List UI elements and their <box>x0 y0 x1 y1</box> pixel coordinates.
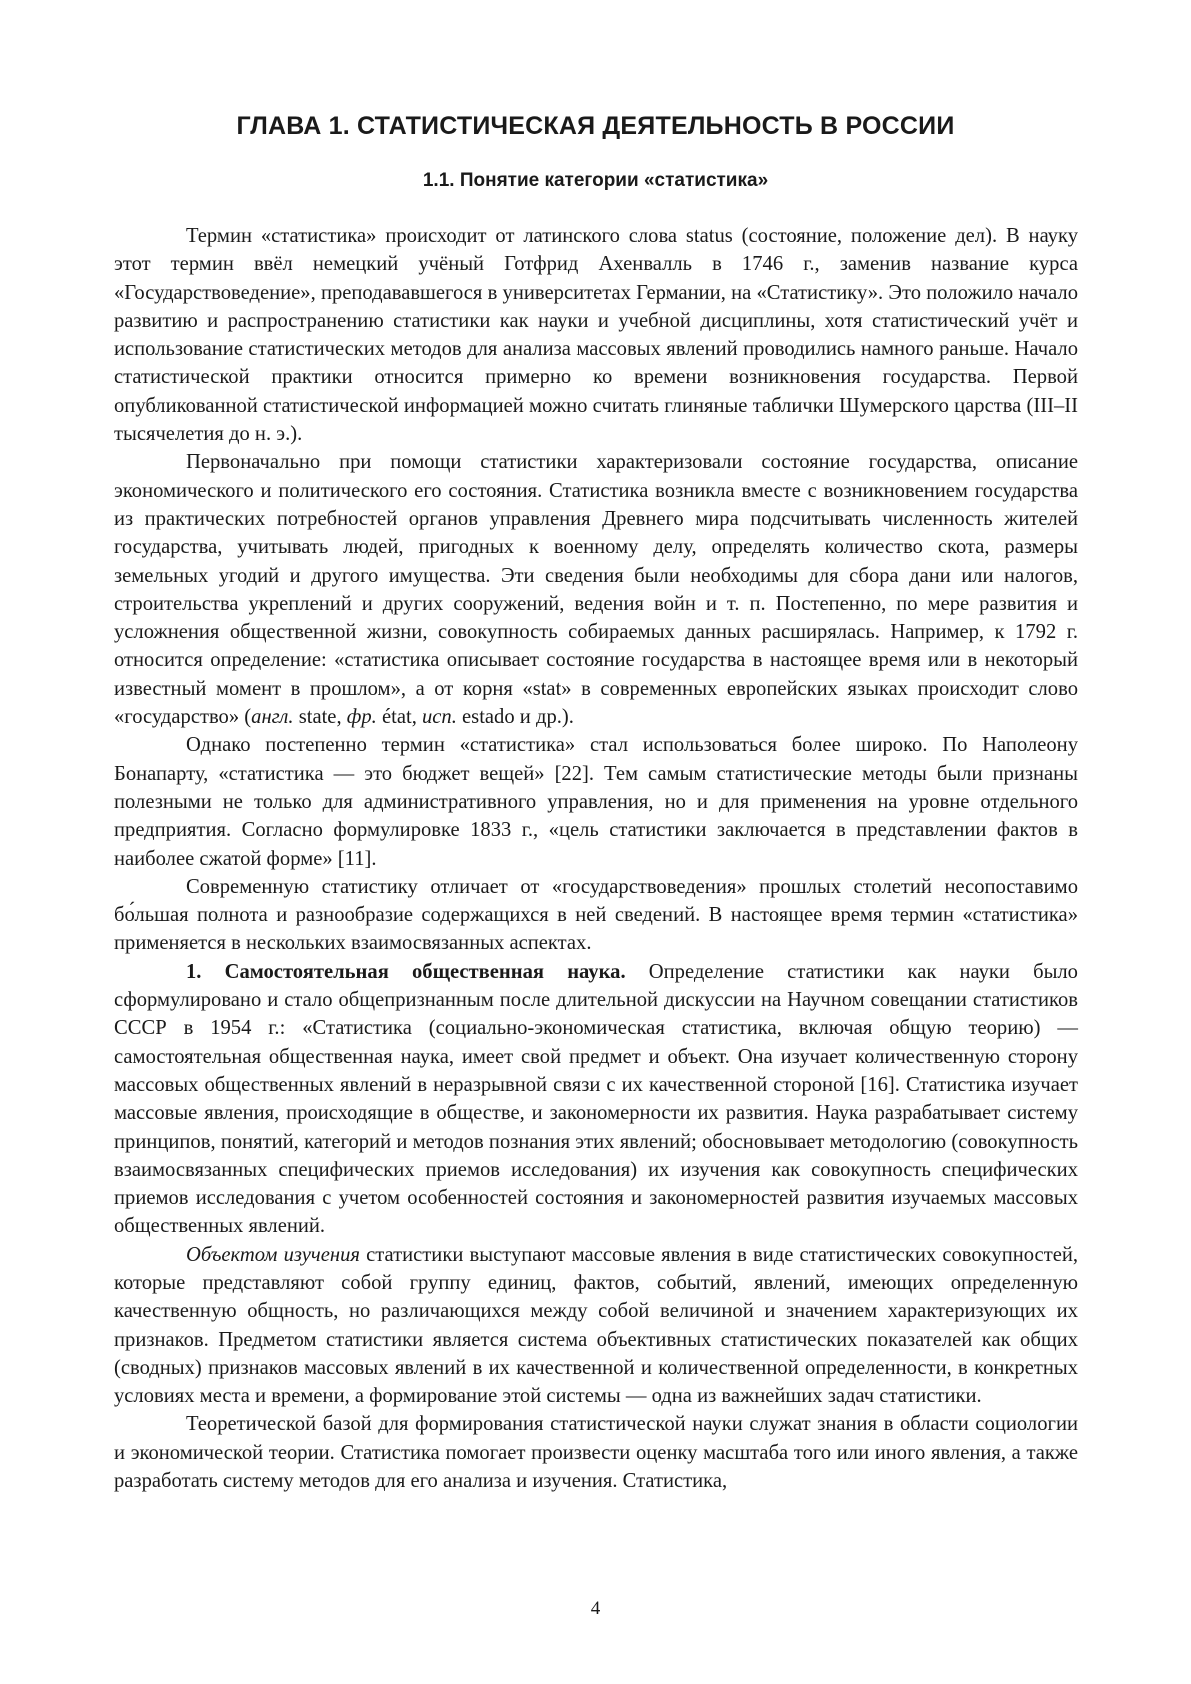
chapter-title: ГЛАВА 1. СТАТИСТИЧЕСКАЯ ДЕЯТЕЛЬНОСТЬ В РОССИИ <box>236 112 955 140</box>
abbr-english: англ. <box>251 706 294 729</box>
paragraph-6 <box>114 1241 1078 1411</box>
body-text <box>114 222 1078 1495</box>
paragraph-3: Однако постепенно термин «статистика» стал использоваться более широко. По Наполеону Бонапарту, «статистика — это бюджет вещей» [22]. Тем самым статистические методы были признаны полезными не только для административного управления, но и для применения на уровне отдельного предприятия. Согласно формулировке 1833 г., «цель статистики заключается в представлении фактов в наиболее сжатой форме» [11]. <box>114 734 1078 870</box>
section-title: 1.1. Понятие категории «статистика» <box>422 170 769 191</box>
paragraph-6-lead: Объектом изучения <box>186 1243 360 1266</box>
paragraph-1: Термин «статистика» происходит от латинского слова status (состояние, положение дел). В науку этот термин ввёл немецкий учёный Готфрид Ахенвалль в 1746 г., заменив название курса «Государствоведение», преподававшегося в университетах Германии, на «Статистику». Это положило начало развитию и распространению статистики как науки и учебной дисциплины, хотя статистический учёт и использование статистических методов для анализа массовых явлений проводились намного раньше. Начало статистической практики относится примерно ко времени возникновения государства. Первой опубликованной статистической информацией можно считать глиняные таблички Шумерского царства (III–II тысячелетия до н. э.). <box>114 225 1078 446</box>
paragraph-2-text: Первоначально при помощи статистики характеризовали состояние государства, описание экономического и политического его состояния. Статистика возникла вместе с возникновением государства из практических потребностей органов управления Древнего мира подсчитывать численность жителей государства, учитывать людей, пригодных к военному делу, определять количество скота, размеры земельных угодий и другого имущества. Эти сведения были необходимы для сбора дани или налогов, строительства укреплений и других сооружений, ведения войн и т. п. Постепенно, по мере развития и усложнения общественной жизни, совокупность собираемых данных расширялась. Например, к 1792 г. относится определение: «статистика описывает состояние государства в настоящее время или в некоторый известный момент в прошлом», а от корня «stat» в современных европейских языках происходит слово «государство» ( <box>114 451 1078 729</box>
paragraph-2-text-mid2: état, <box>376 706 422 729</box>
paragraph-6-text: статистики выступают массовые явления в виде статистических совокупностей, которые представляют собой группу единиц, фактов, событий, явлений, имеющих определенную качественную общность, но различающихся между собой величиной и значением характеризующих их признаков. Предметом статистики является система объективных статистических показателей как общих (сводных) признаков массовых явлений в их качественной и количественной определенности, в конкретных условиях места и времени, а формирование этой системы — одна из важнейших задач статистики. <box>114 1243 1078 1408</box>
paragraph-2-text-mid1: state, <box>293 706 347 729</box>
paragraph-2 <box>114 448 1078 731</box>
abbr-spanish: исп. <box>422 706 457 729</box>
abbr-french: фр. <box>346 706 377 729</box>
paragraph-7: Теоретической базой для формирования статистической науки служат знания в области социологии и экономической теории. Статистика помогает произвести оценку масштаба того или иного явления, а также разработать систему методов для его анализа и изучения. Статистика, <box>114 1413 1078 1493</box>
paragraph-5 <box>114 958 1078 1241</box>
paragraph-5-text: Определение статистики как науки было сформулировано и стало общепризнанным после длительной дискуссии на Научном совещании статистиков СССР в 1954 г.: «Статистика (социально-экономическая статистика, включая общую теорию) — самостоятельная общественная наука, имеет свой предмет и объект. Она изучает количественную сторону массовых общественных явлений в неразрывной связи с их качественной стороной [16]. Статистика изучает массовые явления, происходящие в обществе, и закономерности их развития. Наука разрабатывает систему принципов, понятий, категорий и методов познания этих явлений; обосновывает методологию (совокупность взаимосвязанных специфических приемов исследования) их изучения как совокупность специфических приемов исследования с учетом особенностей состояния и закономерностей развития изучаемых массовых общественных явлений. <box>114 960 1078 1238</box>
paragraph-5-lead: 1. Самостоятельная общественная наука. <box>186 960 626 983</box>
paragraph-4: Современную статистику отличает от «государствоведения» прошлых столетий несопоставимо бо́льшая полнота и разнообразие содержащихся в ней сведений. В настоящее время термин «статистика» применяется в нескольких взаимосвязанных аспектах. <box>114 875 1078 955</box>
page-number: 4 <box>590 1598 601 1619</box>
paragraph-2-text-end: estado и др.). <box>456 706 574 729</box>
